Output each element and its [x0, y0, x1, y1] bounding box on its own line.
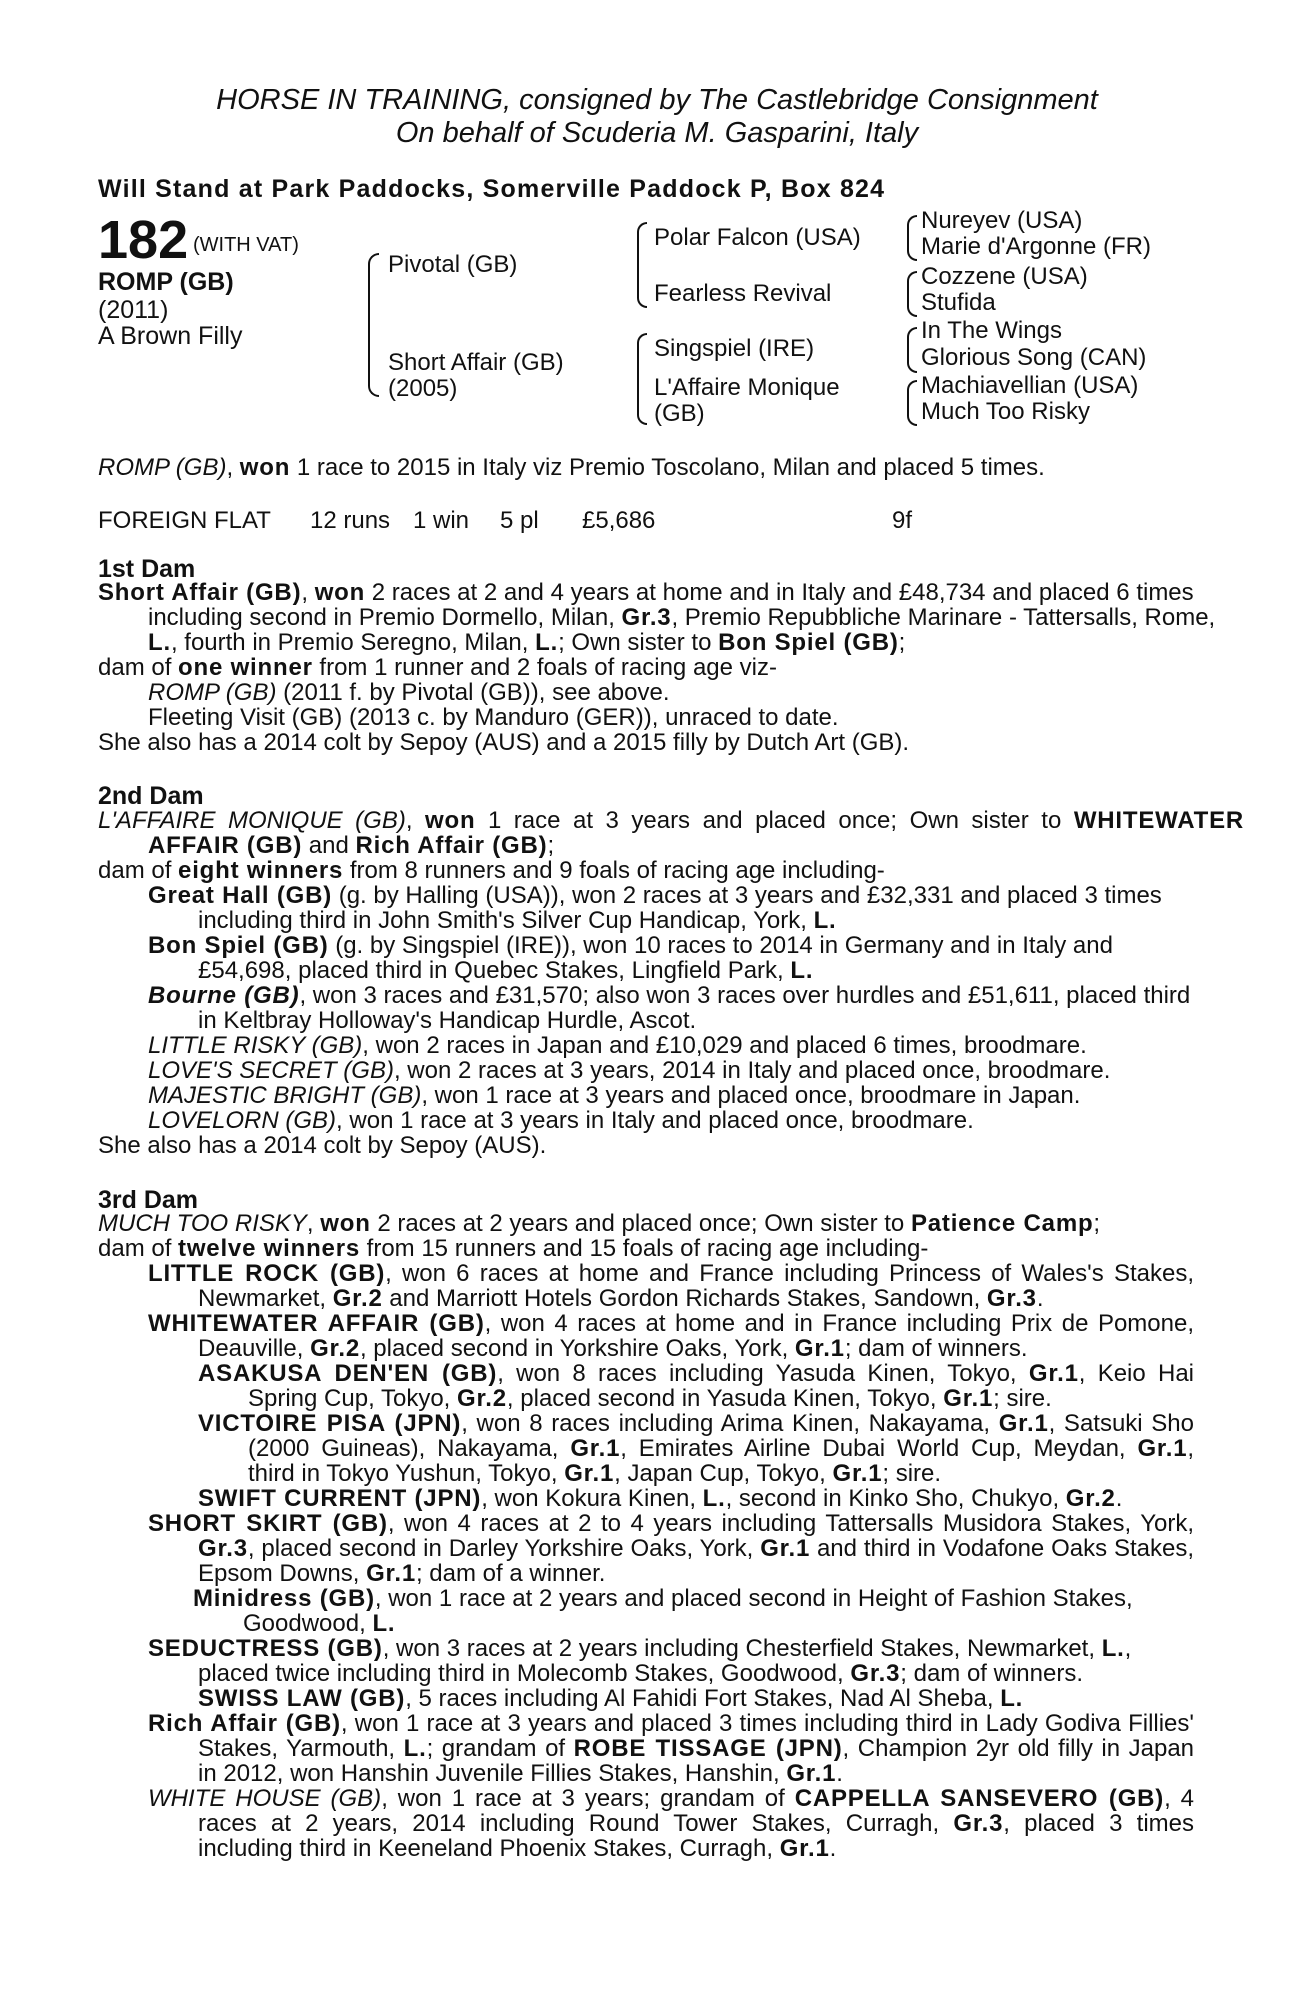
pedigree-dam-year: (2005) [388, 375, 458, 402]
second-dam-offspring-2: Bon Spiel (GB) (g. by Singspiel (IRE)), won 10 races to 2014 in Germany and in Italy and £54,698, placed third in Quebec Stakes, Lingfield Park, L. [148, 932, 1113, 984]
first-dam-foal-1: ROMP (GB) (2011 f. by Pivotal (GB)), see above. [148, 679, 670, 706]
pedigree-ssd: Marie d'Argonne (FR) [921, 233, 1151, 260]
pedigree-sds: Cozzene (USA) [921, 263, 1088, 290]
header-line-1: HORSE IN TRAINING, consigned by The Castlebridge Consignment [216, 84, 1098, 116]
pedigree-dam-dam-country: (GB) [654, 400, 705, 427]
first-dam-also: She also has a 2014 colt by Sepoy (AUS) and a 2015 filly by Dutch Art (GB). [98, 729, 910, 756]
second-dam-produce: dam of eight winners from 8 runners and 9 foals of racing age including- [98, 857, 885, 884]
pedigree-dds: Machiavellian (USA) [921, 372, 1139, 399]
second-dam-record: L'AFFAIRE MONIQUE (GB), won 1 race at 3 years and placed once; Own sister to WHITEWATER AFFAIR (GB) and Rich Affair (GB); [98, 807, 1245, 859]
first-dam-record: Short Affair (GB), won 2 races at 2 and 4 years at home and in Italy and £48,734 and placed 6 times including second in Premio Dormello, Milan, Gr.3, Premio Repubbliche Marinare - Tattersalls, Rome, L., fourth in Premio Seregno, Milan, L.; Own sister to Bon Spiel (GB); [98, 579, 1216, 656]
first-dam-title: 1st Dam [98, 555, 196, 583]
lot-number: 182 [98, 210, 189, 270]
second-dam-offspring-6: MAJESTIC BRIGHT (GB), won 1 race at 3 years and placed once, broodmare in Japan. [148, 1082, 1081, 1109]
third-dam-offspring-rich-affair: Rich Affair (GB), won 1 race at 3 years and placed 3 times including third in Lady Godiva Fillies' Stakes, Yarmouth, L.; grandam of ROBE TISSAGE (JPN), Champion 2yr old filly in Japan in 2012, won Hanshin Juvenile Fillies Stakes, Hanshin, Gr.1. [148, 1710, 1195, 1787]
horse-year: (2011) [98, 296, 169, 324]
second-dam-offspring-1: Great Hall (GB) (g. by Halling (USA)), won 2 races at 3 years and £32,331 and placed 3 times including third in John Smith's Silver Cup Handicap, York, L. [148, 882, 1162, 934]
first-dam-produce: dam of one winner from 1 runner and 2 foals of racing age viz- [98, 654, 777, 681]
stand-location: Will Stand at Park Paddocks, Somerville Paddock P, Box 824 [98, 175, 886, 203]
pedigree-brace [368, 253, 379, 397]
second-dam-offspring-7: LOVELORN (GB), won 1 race at 3 years in Italy and placed once, broodmare. [148, 1107, 974, 1134]
first-dam-foal-2: Fleeting Visit (GB) (2013 c. by Manduro (GER)), unraced to date. [148, 704, 839, 731]
pedigree-ddd: Much Too Risky [921, 398, 1090, 425]
pedigree-sdd: Stufida [921, 289, 996, 316]
pedigree-dss: In The Wings [921, 317, 1062, 344]
third-dam-grandoffspring-swift-current: SWIFT CURRENT (JPN), won Kokura Kinen, L., second in Kinko Sho, Chukyo, Gr.2. [198, 1485, 1123, 1512]
pedigree-dam: Short Affair (GB) [388, 349, 564, 376]
pedigree-brace [907, 271, 917, 317]
pedigree-sire-sire: Polar Falcon (USA) [654, 224, 861, 251]
third-dam-produce: dam of twelve winners from 15 runners and 15 foals of racing age including- [98, 1235, 929, 1262]
pedigree-brace [637, 333, 647, 425]
pedigree-dsd: Glorious Song (CAN) [921, 344, 1147, 371]
third-dam-offspring-whitewater-affair: WHITEWATER AFFAIR (GB), won 4 races at home and in France including Prix de Pomone, Deauville, Gr.2, placed second in Yorkshire Oaks, York, Gr.1; dam of winners. [148, 1310, 1194, 1362]
pedigree-brace [637, 222, 647, 308]
second-dam-title: 2nd Dam [98, 782, 204, 810]
form-placed: 5 pl [500, 507, 539, 534]
form-label: FOREIGN FLAT [98, 507, 271, 534]
third-dam-offspring-little-rock: LITTLE ROCK (GB), won 6 races at home and France including Princess of Wales's Stakes, Newmarket, Gr.2 and Marriott Hotels Gordon Richards Stakes, Sandown, Gr.3. [148, 1260, 1194, 1312]
pedigree-sire-dam: Fearless Revival [654, 280, 832, 307]
pedigree-brace [907, 327, 917, 373]
pedigree-brace [907, 215, 917, 261]
pedigree-dam-sire: Singspiel (IRE) [654, 335, 815, 362]
vat-note: (WITH VAT) [193, 234, 299, 256]
second-dam-also: She also has a 2014 colt by Sepoy (AUS). [98, 1132, 547, 1159]
form-earnings: £5,686 [582, 507, 656, 534]
second-dam-offspring-4: LITTLE RISKY (GB), won 2 races in Japan and £10,029 and placed 6 times, broodmare. [148, 1032, 1087, 1059]
second-dam-offspring-5: LOVE'S SECRET (GB), won 2 races at 3 years, 2014 in Italy and placed once, broodmare. [148, 1057, 1111, 1084]
pedigree-brace [907, 380, 917, 426]
third-dam-record: MUCH TOO RISKY, won 2 races at 2 years and placed once; Own sister to Patience Camp; [98, 1210, 1101, 1237]
third-dam-grandoffspring-victoire: VICTOIRE PISA (JPN), won 8 races including Arima Kinen, Nakayama, Gr.1, Satsuki Sho (2000 Guineas), Nakayama, Gr.1, Emirates Airline Dubai World Cup, Meydan, Gr.1, third in Tokyo Yushun, Tokyo, Gr.1, Japan Cup, Tokyo, Gr.1; sire. [198, 1410, 1195, 1487]
third-dam-offspring-short-skirt: SHORT SKIRT (GB), won 4 races at 2 to 4 years including Tattersalls Musidora Stakes, York, Gr.3, placed second in Darley Yorkshire Oaks, York, Gr.1 and third in Vodafone Oaks Stakes, Epsom Downs, Gr.1; dam of a winner. [148, 1510, 1195, 1587]
header-line-2: On behalf of Scuderia M. Gasparini, Italy [395, 117, 919, 149]
pedigree-dam-dam: L'Affaire Monique [654, 374, 840, 401]
second-dam-offspring-3: Bourne (GB), won 3 races and £31,570; also won 3 races over hurdles and £51,611, placed third in Keltbray Holloway's Handicap Hurdle, Ascot. [148, 982, 1191, 1034]
third-dam-grandoffspring-asakusa: ASAKUSA DEN'EN (GB), won 8 races including Yasuda Kinen, Tokyo, Gr.1, Keio Hai Spring Cup, Tokyo, Gr.2, placed second in Yasuda Kinen, Tokyo, Gr.1; sire. [198, 1360, 1195, 1412]
horse-description: A Brown Filly [98, 322, 243, 350]
form-runs: 12 runs [310, 507, 391, 534]
horse-name: ROMP (GB) [98, 268, 234, 296]
pedigree-sire: Pivotal (GB) [388, 251, 518, 278]
third-dam-offspring-white-house: WHITE HOUSE (GB), won 1 race at 3 years; grandam of CAPPELLA SANSEVERO (GB), 4 races at 2 years, 2014 including Round Tower Stakes, Curragh, Gr.3, placed 3 times including third in Keeneland Phoenix Stakes, Curragh, Gr.1. [148, 1785, 1195, 1862]
form-wins: 1 win [413, 507, 470, 534]
form-distance: 9f [892, 507, 913, 534]
third-dam-title: 3rd Dam [98, 1186, 199, 1214]
third-dam-offspring-seductress: SEDUCTRESS (GB), won 3 races at 2 years including Chesterfield Stakes, Newmarket, L., placed twice including third in Molecomb Stakes, Goodwood, Gr.3; dam of winners. [148, 1635, 1132, 1687]
pedigree-sss: Nureyev (USA) [921, 207, 1083, 234]
third-dam-grandoffspring-swiss-law: SWISS LAW (GB), 5 races including Al Fahidi Fort Stakes, Nad Al Sheba, L. [198, 1685, 1024, 1712]
third-dam-grandoffspring-minidress: Minidress (GB), won 1 race at 2 years and placed second in Height of Fashion Stakes, Goodwood, L. [193, 1585, 1133, 1637]
race-summary: ROMP (GB), won 1 race to 2015 in Italy viz Premio Toscolano, Milan and placed 5 times. [98, 454, 1045, 481]
